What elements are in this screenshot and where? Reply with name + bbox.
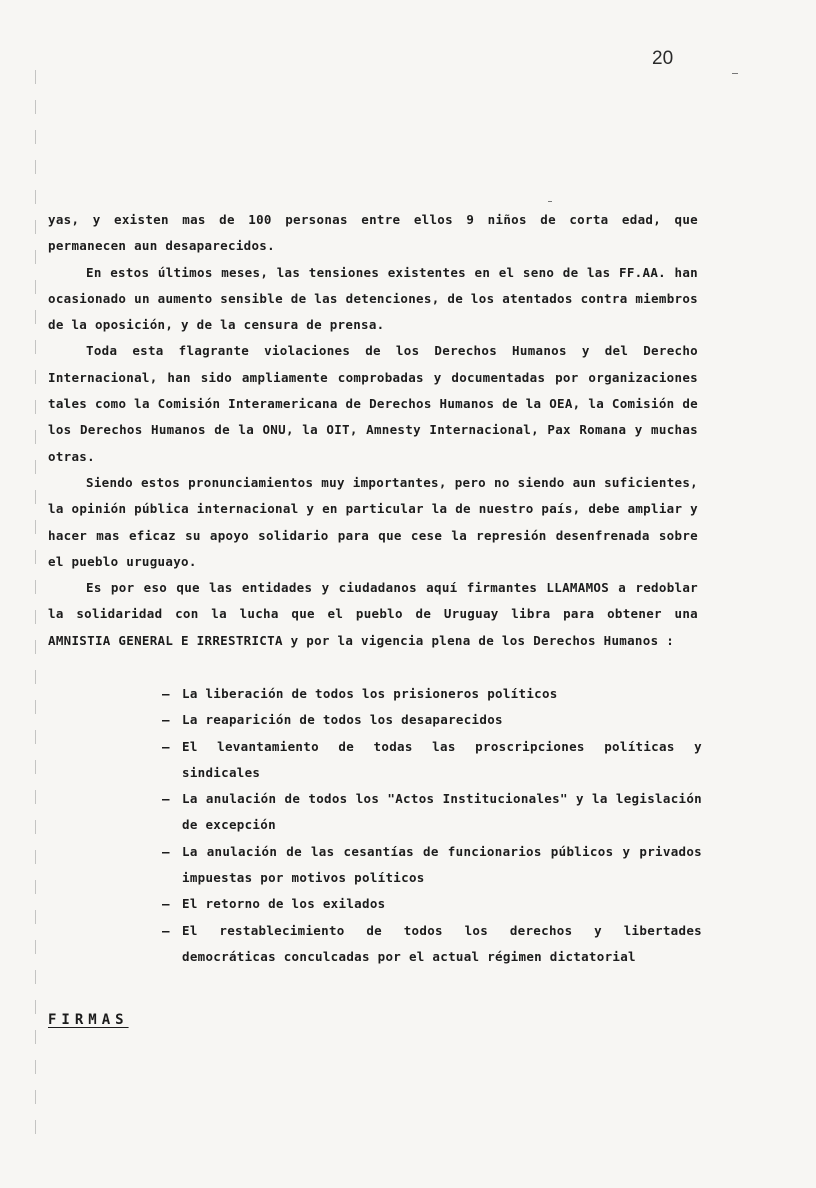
paragraph: Siendo estos pronunciamientos muy importantes, pero no siendo aun suficientes, la opinión pública internacional y en particular la de nuestro país, debe ampliar y hacer mas eficaz su apoyo solidario para que cese la represión desenfrenada sobre el pueblo uruguayo. xyxy=(48,474,698,569)
dash-bullet: – xyxy=(162,922,170,938)
list-item xyxy=(162,681,702,707)
demands-list xyxy=(162,681,702,970)
dash-bullet: – xyxy=(162,712,170,728)
scan-mark xyxy=(548,201,552,202)
dash-bullet: – xyxy=(162,843,170,859)
list-item-text: La liberación de todos los prisioneros políticos xyxy=(182,686,558,701)
list-item-text: La anulación de las cesantías de funcionarios públicos y privados impuestas por motivos políticos xyxy=(182,843,702,886)
paragraph: Es por eso que las entidades y ciudadanos aquí firmantes LLAMAMOS a redoblar la solidaridad con la lucha que el pueblo de Uruguay libra para obtener una AMNISTIA GENERAL E IRRESTRICTA y por la vigencia plena de los Derechos Humanos : xyxy=(48,580,698,648)
body-text xyxy=(48,207,698,654)
list-item xyxy=(162,786,702,839)
dash-bullet: – xyxy=(162,738,170,754)
paragraph: Toda esta flagrante violaciones de los Derechos Humanos y del Derecho Internacional, han sido ampliamente comprobadas y documentadas por organizaciones tales como la Comisión Interamericana de Derechos Humanos de la OEA, la Comisión de los Derechos Humanos de la ONU, la OIT, Amnesty Internacional, Pax Romana y muchas otras. xyxy=(48,343,698,464)
dash-bullet: – xyxy=(162,686,170,701)
scan-mark xyxy=(732,73,738,74)
paragraph: En estos últimos meses, las tensiones existentes en el seno de las FF.AA. han ocasionado un aumento sensible de las detenciones, de los atentados contra miembros de la oposición, y de la censura de prensa. xyxy=(48,264,698,333)
list-item xyxy=(162,918,702,971)
list-item-text: El retorno de los exilados xyxy=(182,896,386,912)
signatures-heading: FIRMAS xyxy=(48,1012,129,1028)
dash-bullet: – xyxy=(162,791,170,807)
list-item xyxy=(162,734,702,787)
list-item-text: El levantamiento de todas las proscripciones políticas y sindicales xyxy=(182,738,702,780)
list-item-text: El restablecimiento de todos los derechos y libertades democráticas conculcadas por el actual régimen dictatorial xyxy=(182,922,702,964)
list-item-text: La reaparición de todos los desaparecidos xyxy=(182,712,503,728)
list-item-text: La anulación de todos los "Actos Institucionales" y la legislación de excepción xyxy=(182,791,702,833)
dash-bullet: – xyxy=(162,896,170,912)
list-item xyxy=(162,707,702,733)
paragraph: yas, y existen mas de 100 personas entre ellos 9 niños de corta edad, que permanecen aun desaparecidos. xyxy=(48,212,698,254)
margin-rule xyxy=(35,70,36,1150)
page-number: 20 xyxy=(652,48,674,69)
list-item xyxy=(162,891,702,917)
list-item xyxy=(162,839,702,892)
